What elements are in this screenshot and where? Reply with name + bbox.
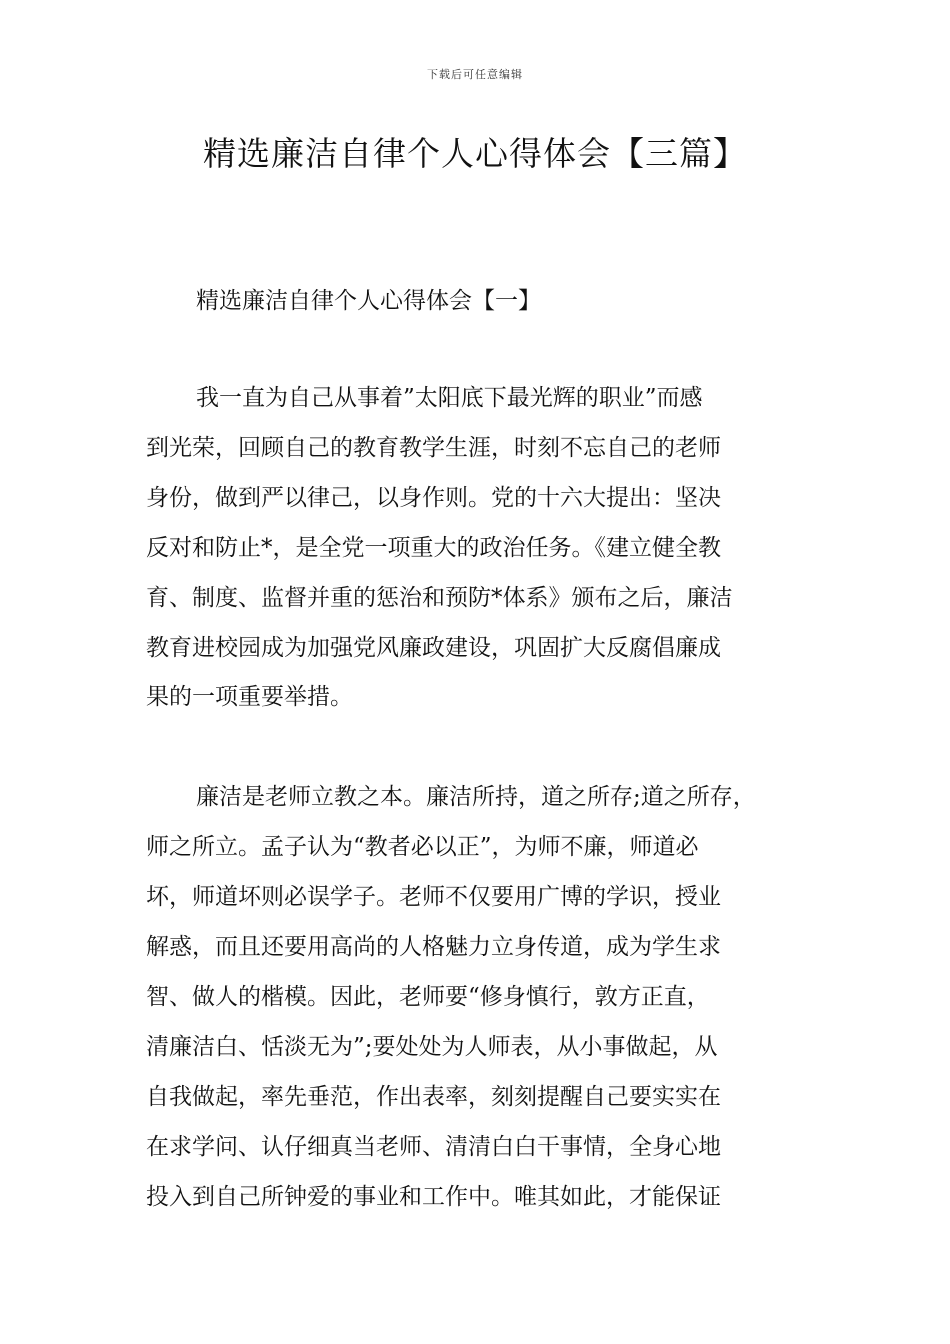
text-line: 坏，师道坏则必误学子。老师不仅要用广博的学识，授业 [146, 884, 721, 910]
text-line: 育、制度、监督并重的惩治和预防*体系》颁布之后，廉洁 [146, 585, 733, 611]
text-line: 在求学问、认仔细真当老师、清清白白干事情，全身心地 [146, 1134, 721, 1160]
section-heading: 精选廉洁自律个人心得体会【一】 [196, 288, 541, 314]
text-line: 解惑，而且还要用高尚的人格魅力立身传道，成为学生求 [146, 934, 721, 960]
text-line: 反对和防止*，是全党一项重大的政治任务。《建立健全教 [146, 535, 721, 561]
text-line: 投入到自己所钟爱的事业和工作中。唯其如此，才能保证 [146, 1184, 721, 1210]
text-line: 师之所立。孟子认为“教者必以正”，为师不廉，师道必 [146, 834, 699, 860]
text-line: 我一直为自己从事着”太阳底下最光辉的职业”而感 [196, 385, 703, 411]
document-title: 精选廉洁自律个人心得体会【三篇】 [203, 134, 747, 173]
text-line: 清廉洁白、恬淡无为”;要处处为人师表，从小事做起，从 [146, 1034, 718, 1060]
header-note: 下载后可任意编辑 [427, 68, 523, 81]
text-line: 廉洁是老师立教之本。廉洁所持，道之所存;道之所存， [196, 784, 756, 810]
text-line: 身份，做到严以律己，以身作则。党的十六大提出：坚决 [146, 485, 721, 511]
text-line: 智、做人的楷模。因此，老师要“修身慎行，敦方正直， [146, 984, 710, 1010]
text-line: 教育进校园成为加强党风廉政建设，巩固扩大反腐倡廉成 [146, 635, 721, 661]
text-line: 到光荣，回顾自己的教育教学生涯，时刻不忘自己的老师 [146, 435, 721, 461]
text-line: 自我做起，率先垂范，作出表率，刻刻提醒自己要实实在 [146, 1084, 721, 1110]
text-line: 果的一项重要举措。 [146, 684, 353, 710]
